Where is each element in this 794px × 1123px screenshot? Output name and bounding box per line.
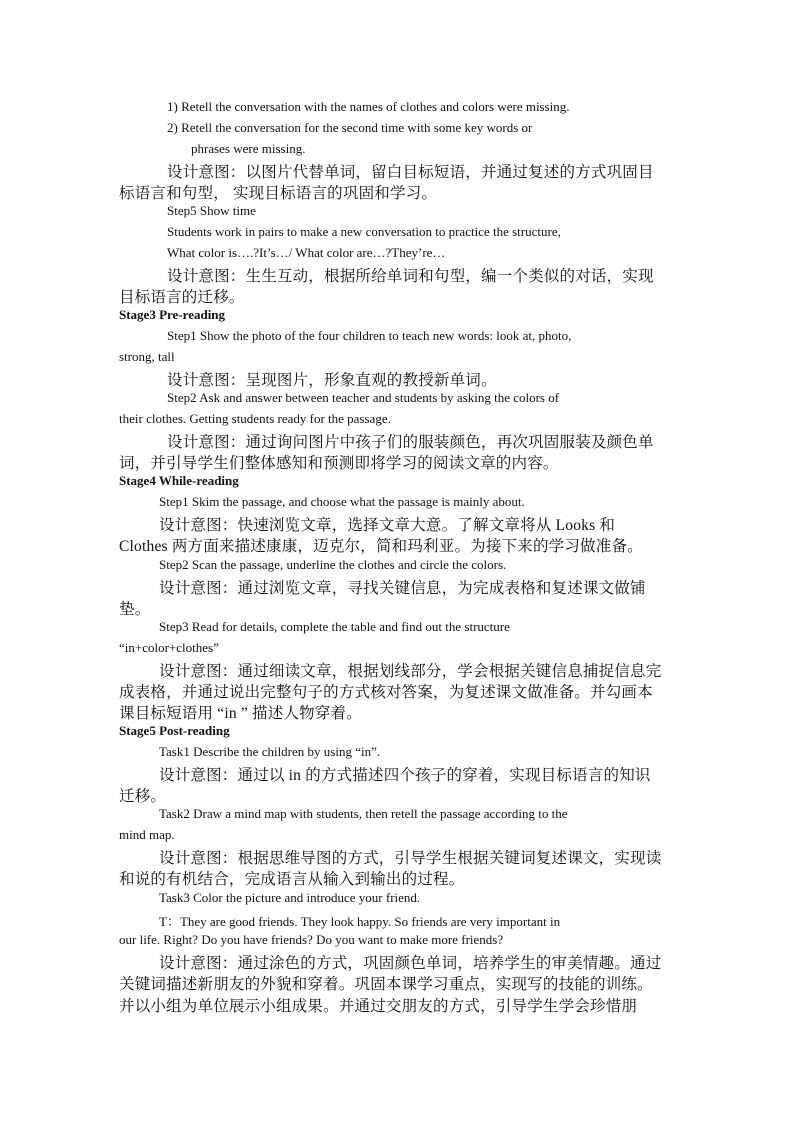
design-intent-paragraph: 词，并引导学生们整体感知和预测即将学习的阅读文章的内容。 xyxy=(119,455,559,472)
body-line: Step2 Ask and answer between teacher and students by asking the colors of xyxy=(167,390,560,405)
stage-heading: Stage4 While-reading xyxy=(119,473,239,488)
body-line: Step2 Scan the passage, underline the clothes and circle the colors. xyxy=(159,557,507,572)
body-line: T：They are good friends. They look happy. So friends are very important in xyxy=(159,914,561,929)
design-intent-paragraph: 设计意图：通过细读文章，根据划线部分，学会根据关键信息捕捉信息完 xyxy=(159,663,662,680)
design-intent-paragraph: 目标语言的迁移。 xyxy=(119,289,245,306)
design-intent-paragraph: 设计意图：生生互动，根据所给单词和句型，编一个类似的对话，实现 xyxy=(167,268,654,285)
design-intent-paragraph: 设计意图：快速浏览文章，选择文章大意。了解文章将从 Looks 和 xyxy=(159,517,616,534)
design-intent-paragraph: 课目标短语用 “in ” 描述人物穿着。 xyxy=(119,705,362,722)
body-line: their clothes. Getting students ready for the passage. xyxy=(119,411,391,426)
body-line: Step1 Skim the passage, and choose what the passage is mainly about. xyxy=(159,494,525,509)
body-line: Task3 Color the picture and introduce your friend. xyxy=(159,890,421,905)
design-intent-paragraph: 和说的有机结合，完成语言从输入到输出的过程。 xyxy=(119,871,465,888)
body-line: Task1 Describe the children by using “in”. xyxy=(159,744,381,759)
design-intent-paragraph: Clothes 两方面来描述康康，迈克尔，简和玛利亚。为接下来的学习做准备。 xyxy=(119,538,643,555)
design-intent-paragraph: 设计意图：通过询问图片中孩子们的服装颜色，再次巩固服装及颜色单 xyxy=(167,434,654,451)
body-line: Students work in pairs to make a new conversation to practice the structure, xyxy=(167,224,561,239)
list-item-retell-2: 2) Retell the conversation for the second time with some key words or xyxy=(167,120,533,135)
design-intent-paragraph: 设计意图：通过涂色的方式，巩固颜色单词，培养学生的审美情趣。通过 xyxy=(159,955,662,972)
list-item-retell-1: 1) Retell the conversation with the names of clothes and colors were missing. xyxy=(167,99,570,114)
design-intent-paragraph: 迁移。 xyxy=(119,788,167,805)
body-line: “in+color+clothes” xyxy=(119,640,219,655)
stage-heading: Stage3 Pre-reading xyxy=(119,307,226,322)
body-line: our life. Right? Do you have friends? Do you want to make more friends? xyxy=(119,932,504,947)
list-item-retell-2-continued: phrases were missing. xyxy=(191,141,306,156)
design-intent-paragraph: 垫。 xyxy=(119,601,151,618)
step-heading: Step5 Show time xyxy=(167,203,256,218)
design-intent-paragraph: 成表格，并通过说出完整句子的方式核对答案，为复述课文做准备。并勾画本 xyxy=(119,684,653,701)
design-intent-paragraph: 设计意图：呈现图片，形象直观的教授新单词。 xyxy=(167,372,497,389)
design-intent-paragraph: 设计意图：以图片代替单词，留白目标短语，并通过复述的方式巩固目 xyxy=(167,164,654,181)
body-line: Step3 Read for details, complete the table and find out the structure xyxy=(159,619,510,634)
body-line: Step1 Show the photo of the four children to teach new words: look at, photo, xyxy=(167,328,572,343)
body-line: Task2 Draw a mind map with students, then retell the passage according to the xyxy=(159,806,568,821)
design-intent-paragraph: 标语言和句型， 实现目标语言的巩固和学习。 xyxy=(119,185,438,202)
design-intent-paragraph: 设计意图：通过以 in 的方式描述四个孩子的穿着，实现目标语言的知识 xyxy=(159,767,651,784)
design-intent-paragraph: 设计意图：通过浏览文章，寻找关键信息，为完成表格和复述课文做铺 xyxy=(159,580,646,597)
design-intent-paragraph: 设计意图：根据思维导图的方式，引导学生根据关键词复述课文，实现读 xyxy=(159,850,662,867)
design-intent-paragraph: 关键词描述新朋友的外貌和穿着。巩固本课学习重点，实现写的技能的训练。 xyxy=(119,976,653,993)
stage-heading: Stage5 Post-reading xyxy=(119,723,230,738)
body-line: strong, tall xyxy=(119,349,175,364)
body-line: mind map. xyxy=(119,827,175,842)
design-intent-paragraph: 并以小组为单位展示小组成果。并通过交朋友的方式，引导学生学会珍惜朋 xyxy=(119,998,638,1015)
body-line: What color is….?It’s…/ What color are…?They’re… xyxy=(167,245,446,260)
